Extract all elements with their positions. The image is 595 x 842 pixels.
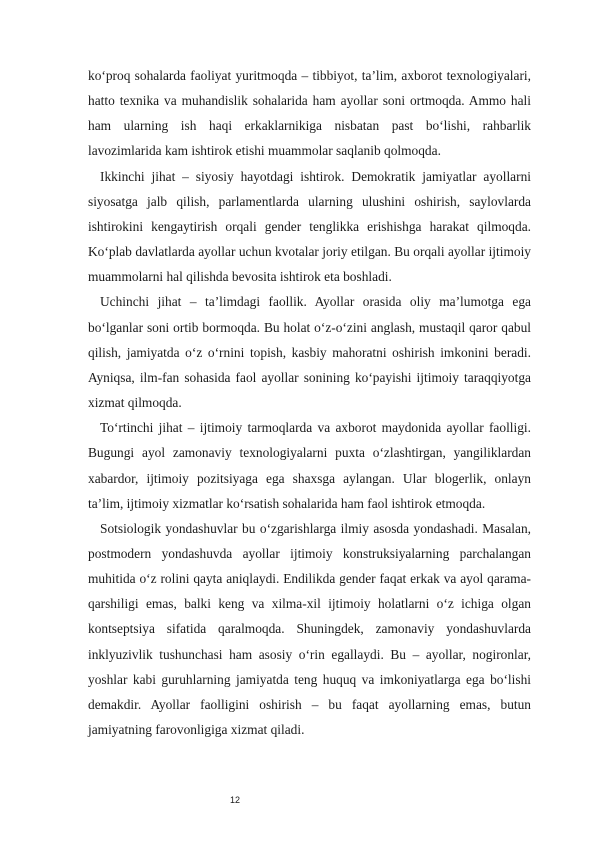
page-number: 12 [230,795,241,805]
paragraph-4: To‘rtinchi jihat – ijtimoiy tarmoqlarda va axborot maydonida ayollar faolligi. Bugungi ayol zamonaviy texnologiyalarni puxta o‘zlashtirgan, yangiliklardan xabardor, ijtimoiy pozitsiyaga ega shaxsga aylangan. Ular blogerlik, onlayn ta’lim, ijtimoiy xizmatlar ko‘rsatish sohalarida ham faol ishtirok etmoqda. [88,420,531,511]
document-body [88,63,531,742]
paragraph-3: Uchinchi jihat – ta’limdagi faollik. Ayollar orasida oliy ma’lumotga ega bo‘lganlar soni ortib bormoqda. Bu holat o‘z-o‘zini anglash, mustaqil qaror qabul qilish, jamiyatda o‘z o‘rnini topish, kasbiy mahoratni oshirish imkonini beradi. Ayniqsa, ilm-fan sohasida faol ayollar sonining ko‘payishi ijtimoiy taraqqiyotga xizmat qilmoqda. [88,294,531,411]
paragraph-2: Ikkinchi jihat – siyosiy hayotdagi ishtirok. Demokratik jamiyatlar ayollarni siyosatga jalb qilish, parlamentlarda ularning ulushini oshirish, saylovlarda ishtirokini kengaytirish orqali gender tenglikka erishishga harakat qilmoqda. Ko‘plab davlatlarda ayollar uchun kvotalar joriy etilgan. Bu orqali ayollar ijtimoiy muammolarni hal qilishda bevosita ishtirok eta boshladi. [88,168,531,285]
paragraph-1: ko‘proq sohalarda faoliyat yuritmoqda – tibbiyot, ta’lim, axborot texnologiyalari, hatto texnika va muhandislik sohalarida ham ayollar soni ortmoqda. Ammo hali ham ularning ish haqi erkaklarnikiga nisbatan past bo‘lishi, rahbarlik lavozimlarida kam ishtirok etishi muammolar saqlanib qolmoqda. [88,68,531,159]
paragraph-5: Sotsiologik yondashuvlar bu o‘zgarishlarga ilmiy asosda yondashadi. Masalan, postmodern yondashuvda ayollar ijtimoiy konstruksiyalarning parchalangan muhitida o‘z rolini qayta aniqlaydi. Endilikda gender faqat erkak va ayol qarama-qarshiligi emas, balki keng va xilma-xil ijtimoiy holatlarni o‘z ichiga olgan kontseptsiya sifatida qaralmoqda. Shuningdek, zamonaviy yondashuvlarda inklyuzivlik tushunchasi ham asosiy o‘rin egallaydi. Bu – ayollar, nogironlar, yoshlar kabi guruhlarning jamiyatda teng huquq va imkoniyatlarga ega bo‘lishi demakdir. Ayollar faolligini oshirish – bu faqat ayollarning emas, butun jamiyatning farovonligiga xizmat qiladi. [88,520,531,738]
